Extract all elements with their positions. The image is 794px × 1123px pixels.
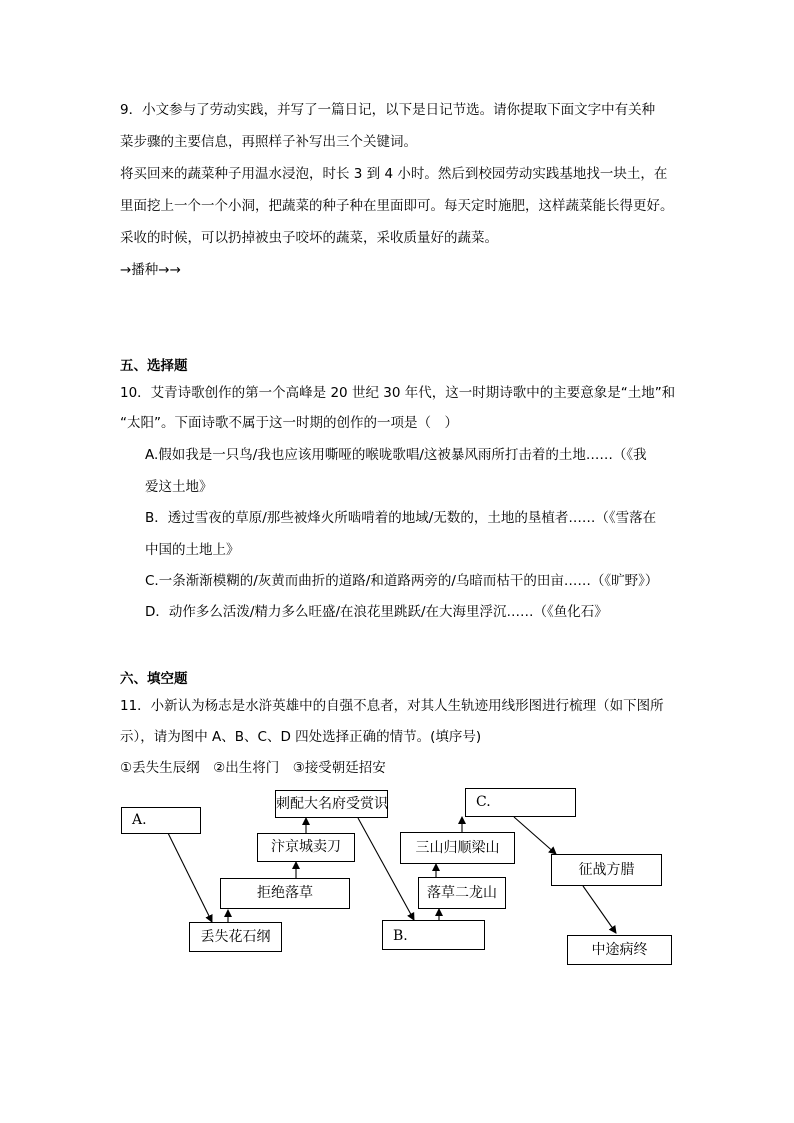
arrow-a-to-lost-stones [168, 833, 212, 922]
q11-line-1: 11．小新认为杨志是水浒英雄中的自强不息者，对其人生轨迹用线形图进行梳理（如下图所 [120, 698, 664, 714]
q9-passage-line-3: 采收的时候，可以扔掉被虫子咬坏的蔬菜，采收质量好的蔬菜。 [120, 230, 498, 246]
q10-option-a-line-1: A.假如我是一只鸟/我也应该用嘶哑的喉咙歌唱/这被暴风雨所打击着的土地……（《我 [145, 447, 647, 463]
q9-passage-line-1: 将买回来的蔬菜种子用温水浸泡，时长 3 到 4 小时。然后到校园劳动实践基地找一块土，在 [120, 166, 668, 182]
diagram-box-died: 中途病终 [567, 935, 672, 965]
diagram-box-b: B. [382, 920, 485, 950]
q11-line-2: 示），请为图中 A、B、C、D 四处选择正确的情节。(填序号) [120, 729, 482, 745]
q9-passage-line-2: 里面挖上一个一个小洞，把蔬菜的种子种在里面即可。每天定时施肥，这样蔬菜能长得更好。 [120, 198, 674, 214]
section-6-title: 六、填空题 [120, 671, 188, 687]
q10-option-b-line-2: 中国的土地上》 [145, 542, 240, 558]
q9-line-1: 9．小文参与了劳动实践，并写了一篇日记，以下是日记节选。请你提取下面文字中有关种 [120, 102, 656, 118]
section-5-title: 五、选择题 [120, 358, 188, 374]
diagram-box-daming: 刺配大名府受赏识 [275, 790, 388, 818]
q10-line-1: 10．艾青诗歌创作的第一个高峰是 20 世纪 30 年代，这一时期诗歌中的主要意象是“土地”和 [120, 385, 676, 401]
diagram-box-refuse-outlaw: 拒绝落草 [220, 878, 350, 909]
diagram-box-erlong-mountain: 落草二龙山 [418, 877, 506, 909]
q9-line-2: 菜步骤的主要信息，再照样子补写出三个关键词。 [120, 134, 417, 150]
q10-option-b-line-1: B．透过雪夜的草原/那些被烽火所啮啃着的地域/无数的，土地的垦植者……（《雪落在 [145, 510, 657, 526]
diagram-box-a: A. [121, 807, 201, 834]
q10-option-c: C.一条渐渐模糊的/灰黄而曲折的道路/和道路两旁的/乌暗而枯干的田亩……（《旷野》） [145, 573, 659, 589]
diagram-box-fangla: 征战方腊 [551, 854, 662, 886]
q10-line-2: “太阳”。下面诗歌不属于这一时期的创作的一项是（ ） [120, 415, 458, 431]
diagram-box-c: C. [465, 788, 576, 817]
diagram-box-liangshan: 三山归顺梁山 [400, 832, 515, 864]
q11-choices: ①丢失生辰纲 ②出生将门 ③接受朝廷招安 [120, 760, 386, 776]
arrow-fangla-to-died [583, 886, 616, 933]
q10-option-d: D．动作多么活泼/精力多么旺盛/在浪花里跳跃/在大海里浮沉……（《鱼化石》 [145, 604, 608, 620]
diagram-box-sell-sword: 汴京城卖刀 [257, 833, 355, 862]
q9-answer-template: →播种→→ [120, 262, 181, 278]
diagram-box-lost-stones: 丢失花石纲 [189, 922, 282, 952]
arrow-c-to-fangla [514, 817, 556, 854]
q10-option-a-line-2: 爱这土地》 [145, 479, 213, 495]
